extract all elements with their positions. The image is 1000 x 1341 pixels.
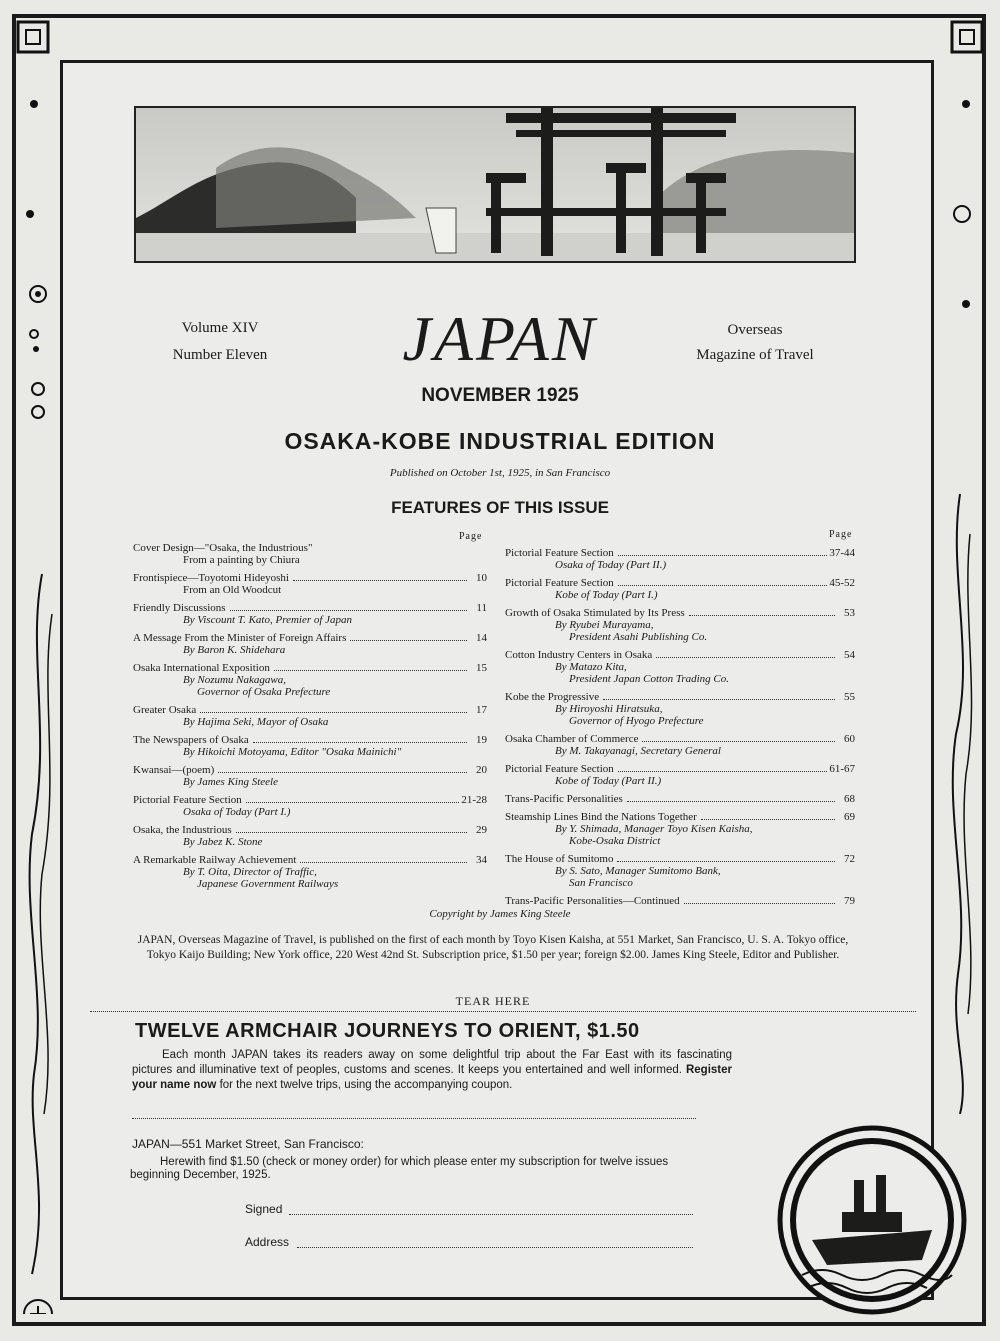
contents-entry-row — [505, 793, 855, 805]
contents-entry-byline: President Asahi Publishing Co. — [569, 631, 708, 643]
contents-entry-page: 54 — [844, 649, 855, 661]
dot-leader — [627, 801, 835, 802]
contents-entry-page: 69 — [844, 811, 855, 823]
contents-entry — [505, 793, 855, 805]
copyright-note: Copyright by James King Steele — [429, 908, 571, 920]
contents-entry-title: Cover Design—"Osaka, the Industrious" — [133, 542, 313, 554]
dot-leader — [689, 615, 835, 616]
contents-entry-byline: Osaka of Today (Part I.) — [183, 806, 291, 818]
contents-left-column — [133, 542, 487, 896]
contents-entry-byline: From a painting by Chiura — [183, 554, 300, 566]
contents-entry-title: Kwansai—(poem) — [133, 764, 215, 776]
contents-entry-byline: From an Old Woodcut — [183, 584, 282, 596]
contents-entry-row — [505, 763, 855, 775]
contents-right-column — [505, 547, 855, 913]
contents-entry-byline: By Y. Shimada, Manager Toyo Kisen Kaisha, — [555, 823, 753, 835]
dot-leader — [618, 771, 828, 772]
contents-entry-title: A Remarkable Railway Achievement — [133, 854, 297, 866]
edition-title: OSAKA-KOBE INDUSTRIAL EDITION — [284, 428, 716, 454]
dot-leader — [701, 819, 835, 820]
contents-entry-title: A Message From the Minister of Foreign Affairs — [133, 632, 347, 644]
contents-entry-title: Growth of Osaka Stimulated by Its Press — [505, 607, 685, 619]
contents-entry-page: 11 — [476, 602, 487, 614]
contents-entry-row — [133, 542, 487, 554]
contents-entry-page: 29 — [476, 824, 487, 836]
dot-leader — [274, 670, 467, 671]
promo-text-2: for the next twelve trips, using the accompanying coupon. — [219, 1079, 513, 1091]
dot-leader — [218, 772, 467, 773]
dot-leader — [200, 712, 467, 713]
contents-entry-page: 61-67 — [829, 763, 855, 775]
torii-harbor-photo — [134, 106, 856, 263]
right-border-ornament-icon — [930, 14, 990, 1114]
dot-leader — [617, 861, 835, 862]
signed-field[interactable] — [289, 1214, 693, 1215]
dot-leader — [642, 741, 835, 742]
coupon-address-line: JAPAN—551 Market Street, San Francisco: — [132, 1137, 364, 1151]
published-note: Published on October 1st, 1925, in San Francisco — [389, 467, 611, 479]
contents-entry-row — [133, 824, 487, 836]
contents-entry — [133, 704, 487, 728]
magazine-title: JAPAN — [402, 303, 598, 374]
contents-entry-page: 10 — [476, 572, 487, 584]
contents-entry-title: Pictorial Feature Section — [505, 763, 614, 775]
volume-label: Volume XIV — [181, 320, 259, 336]
contents-entry-page: 21-28 — [461, 794, 487, 806]
contents-entry-byline: By James King Steele — [183, 776, 278, 788]
contents-entry-page: 20 — [476, 764, 487, 776]
dot-leader — [236, 832, 467, 833]
page-column-label-right: Page — [829, 529, 853, 540]
contents-entry-row — [133, 764, 487, 776]
contents-entry — [133, 854, 487, 890]
contents-entry-page: 14 — [476, 632, 487, 644]
contents-entry-row — [505, 649, 855, 661]
contents-entry — [133, 632, 487, 656]
tagline-overseas: Overseas — [727, 322, 783, 338]
contents-entry-byline: By Jabez K. Stone — [183, 836, 263, 848]
contents-entry-row — [505, 853, 855, 865]
contents-entry-row — [133, 572, 487, 584]
contents-entry-byline: Governor of Osaka Prefecture — [197, 686, 331, 698]
contents-entry-title: Cotton Industry Centers in Osaka — [505, 649, 653, 661]
contents-entry-row — [505, 811, 855, 823]
contents-entry-row — [133, 662, 487, 674]
contents-entry-row — [133, 794, 487, 806]
contents-entry-title: Friendly Discussions — [133, 602, 226, 614]
signed-label: Signed — [245, 1202, 283, 1216]
dot-leader — [618, 555, 828, 556]
contents-entry-title: Greater Osaka — [133, 704, 197, 716]
dot-leader — [300, 862, 467, 863]
contents-entry-byline: Kobe of Today (Part II.) — [555, 775, 662, 787]
contents-entry-title: The House of Sumitomo — [505, 853, 614, 865]
contents-entry-byline: Governor of Hyogo Prefecture — [569, 715, 704, 727]
contents-entry-row — [505, 607, 855, 619]
contents-entry-byline: By Nozumu Nakagawa, — [183, 674, 286, 686]
dot-leader — [246, 802, 460, 803]
contents-entry — [133, 572, 487, 596]
contents-entry-page: 17 — [476, 704, 487, 716]
address-field[interactable] — [297, 1247, 693, 1248]
contents-entry-page: 45-52 — [829, 577, 855, 589]
contents-entry-row — [505, 733, 855, 745]
contents-entry — [505, 763, 855, 787]
contents-entry — [133, 794, 487, 818]
contents-entry-byline: President Japan Cotton Trading Co. — [569, 673, 730, 685]
contents-entry — [133, 764, 487, 788]
contents-entry — [505, 895, 855, 907]
contents-entry-byline: By M. Takayanagi, Secretary General — [555, 745, 721, 757]
subscription-promo — [132, 1048, 732, 1093]
contents-entry — [133, 542, 487, 566]
contents-entry-page: 53 — [844, 607, 855, 619]
contents-entry — [133, 662, 487, 698]
contents-entry — [505, 607, 855, 643]
contents-entry-page: 15 — [476, 662, 487, 674]
issue-date: NOVEMBER 1925 — [421, 385, 579, 406]
contents-entry-row — [133, 602, 487, 614]
contents-entry-byline: By Viscount T. Kato, Premier of Japan — [183, 614, 353, 626]
contents-entry-title: Osaka Chamber of Commerce — [505, 733, 639, 745]
promo-text-bold: Register your name now — [132, 1064, 732, 1091]
tear-here-label: TEAR HERE — [455, 994, 531, 1008]
contents-entry-title: Osaka International Exposition — [133, 662, 270, 674]
tear-line — [90, 1011, 916, 1012]
contents-entry-byline: By T. Oita, Director of Traffic, — [183, 866, 317, 878]
address-label: Address — [245, 1235, 290, 1249]
dot-leader — [293, 580, 467, 581]
contents-entry-title: Kobe the Progressive — [505, 691, 600, 703]
dot-leader — [253, 742, 467, 743]
dot-leader — [618, 585, 828, 586]
contents-entry-row — [505, 895, 855, 907]
promo-text-1: Each month JAPAN takes its readers away on some delightful trip about the Far East with its fascinating pictures and illuminative text of peoples, customs and scenes. It keeps you entertained and well informed. — [132, 1049, 732, 1076]
contents-entry-page: 60 — [844, 733, 855, 745]
publication-info: JAPAN, Overseas Magazine of Travel, is published on the first of each month by Toyo Kisen Kaisha, at 551 Market, San Francisco, U. S. A. Tokyo office, Tokyo Kaijo Building; New York office, 220 West 42nd St. Subscription price, $1.50 per year; foreign $2.00. James King Steele, Editor and Publisher. — [137, 934, 849, 961]
contents-entry-title: Osaka, the Industrious — [133, 824, 232, 836]
contents-entry — [505, 577, 855, 601]
contents-entry-page: 72 — [844, 853, 855, 865]
subscription-headline: TWELVE ARMCHAIR JOURNEYS TO ORIENT, $1.50 — [135, 1020, 640, 1042]
contents-entry-title: The Newspapers of Osaka — [133, 734, 249, 746]
contents-entry-row — [133, 704, 487, 716]
contents-entry-page: 68 — [844, 793, 855, 805]
contents-entry-title: Pictorial Feature Section — [505, 577, 614, 589]
dot-leader — [603, 699, 835, 700]
contents-entry-row — [505, 547, 855, 559]
dot-leader — [684, 903, 835, 904]
contents-entry-title: Trans-Pacific Personalities—Continued — [505, 895, 680, 907]
contents-entry-row — [133, 734, 487, 746]
coupon-order-text: Herewith find $1.50 (check or money order) for which please enter my subscription for twelve issues beginning December, 1925. — [130, 1156, 669, 1181]
contents-entry-byline: Kobe of Today (Part I.) — [555, 589, 658, 601]
contents-entry-page: 55 — [844, 691, 855, 703]
contents-entry-byline: Kobe-Osaka District — [569, 835, 661, 847]
contents-entry-page: 34 — [476, 854, 487, 866]
contents-entry — [133, 734, 487, 758]
contents-entry-title: Pictorial Feature Section — [133, 794, 242, 806]
page-column-label-left: Page — [459, 531, 483, 542]
contents-entry — [505, 649, 855, 685]
contents-entry-row — [133, 632, 487, 644]
contents-entry-byline: By Ryubei Murayama, — [555, 619, 654, 631]
coupon-divider — [132, 1118, 696, 1119]
contents-entry — [505, 691, 855, 727]
contents-entry-title: Trans-Pacific Personalities — [505, 793, 623, 805]
contents-entry-row — [133, 854, 487, 866]
contents-entry — [133, 824, 487, 848]
steamship-medallion-icon — [772, 1120, 977, 1325]
contents-entry-byline: By Hikoichi Motoyama, Editor "Osaka Mainichi" — [183, 746, 402, 758]
contents-entry-row — [505, 691, 855, 703]
contents-entry-page: 79 — [844, 895, 855, 907]
contents-entry-byline: Japanese Government Railways — [197, 878, 339, 890]
contents-entry-byline: By Baron K. Shidehara — [183, 644, 286, 656]
dot-leader — [230, 610, 467, 611]
number-label: Number Eleven — [172, 347, 268, 363]
contents-entry-byline: By Hiroyoshi Hiratsuka, — [555, 703, 663, 715]
contents-entry-title: Pictorial Feature Section — [505, 547, 614, 559]
contents-entry — [505, 811, 855, 847]
dot-leader — [656, 657, 835, 658]
contents-entry — [505, 547, 855, 571]
contents-entry — [505, 733, 855, 757]
contents-entry — [505, 853, 855, 889]
left-border-ornament-icon — [12, 14, 72, 1314]
contents-entry-title: Frontispiece—Toyotomi Hideyoshi — [133, 572, 289, 584]
contents-entry-byline: Osaka of Today (Part II.) — [555, 559, 667, 571]
contents-entry-byline: San Francisco — [569, 877, 633, 889]
features-heading: FEATURES OF THIS ISSUE — [391, 498, 609, 517]
dot-leader — [350, 640, 467, 641]
contents-entry — [133, 602, 487, 626]
contents-entry-row — [505, 577, 855, 589]
contents-entry-byline: By Hajima Seki, Mayor of Osaka — [183, 716, 329, 728]
tagline-magazine: Magazine of Travel — [696, 347, 814, 363]
contents-entry-byline: By S. Sato, Manager Sumitomo Bank, — [555, 865, 721, 877]
contents-entry-page: 19 — [476, 734, 487, 746]
contents-entry-page: 37-44 — [829, 547, 855, 559]
contents-entry-byline: By Matazo Kita, — [555, 661, 627, 673]
contents-entry-title: Steamship Lines Bind the Nations Together — [505, 811, 697, 823]
